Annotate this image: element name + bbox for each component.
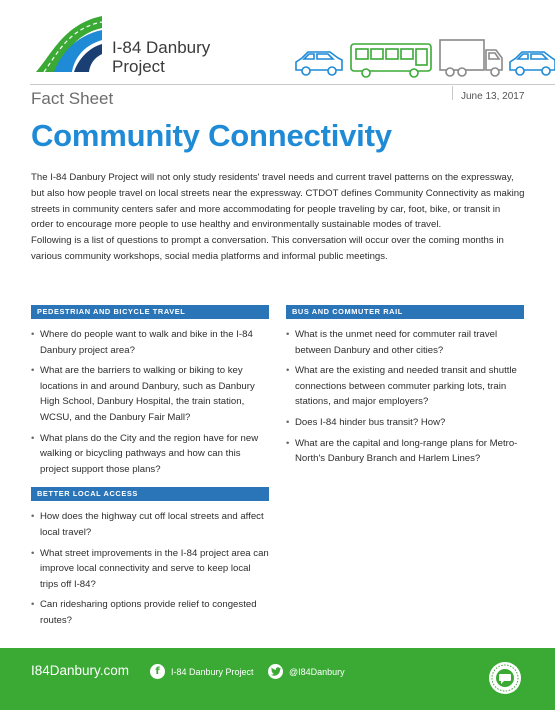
list-item: • What street improvements in the I-84 project area can improve local connectivity and serve to keep local trips off I-84? [31,546,269,593]
facebook-icon: f [150,664,165,679]
list-item: • What is the unmet need for commuter rail travel between Danbury and other cities? [286,327,524,358]
facebook-label: I-84 Danbury Project [171,666,254,677]
header-divider [30,84,555,85]
speech-bubble-badge-icon [488,661,522,695]
car-icon [296,52,342,75]
publish-date: June 13, 2017 [461,91,525,102]
local-access-questions [31,509,269,628]
section-heading-bus-rail: BUS AND COMMUTER RAIL [286,305,524,319]
intro-paragraph: The I-84 Danbury Project will not only study residents' travel needs and current travel patterns on the expressway, but also how people travel on local streets near the expressway. CTDOT defines Community Connectivity as making streets in community centers safer and more accommodating for people traveling by car, foot, bike, or transit in order to encourage more people to use healthy and environmentally sustainable modes of travel. [31,172,525,231]
list-item: • Can ridesharing options provide relief to congested routes? [31,597,269,628]
list-item: • What are the barriers to walking or biking to key locations in and around Danbury, such as Danbury High School, Danbury Hospital, the train station, WCSU, and the Danbury Fair Mall? [31,363,269,425]
twitter-icon [268,664,283,679]
brand-name: I-84 Danbury Project [112,38,211,76]
list-item: • What are the existing and needed transit and shuttle connections between commuter parking lots, train stations, and major employers? [286,363,524,410]
vehicle-icons [292,38,555,80]
right-column [286,305,524,472]
list-item: • What are the capital and long-range plans for Metro-North's Danbury Branch and Harlem Lines? [286,436,524,467]
page-title: Community Connectivity [31,118,392,153]
list-item: • What plans do the City and the region have for new walking or bicycling pathways and how can this project support those plans? [31,431,269,478]
section-heading-local-access: BETTER LOCAL ACCESS [31,487,269,501]
logo-road-icon [34,14,104,74]
facebook-link[interactable] [150,664,254,679]
list-item: • Where do people want to walk and bike in the I-84 Danbury project area? [31,327,269,358]
truck-icon [440,40,502,76]
footer [0,648,555,710]
bus-icon [351,44,431,77]
document-type: Fact Sheet [31,89,114,108]
twitter-link[interactable] [268,664,345,679]
list-item: • How does the highway cut off local streets and affect local travel? [31,509,269,540]
left-column [31,305,269,634]
website-link[interactable]: I84Danbury.com [31,663,130,678]
intro-paragraph: Following is a list of questions to prompt a conversation. This conversation will occur over the coming months in various community workshops, social media platforms and informal public meetings. [31,235,504,262]
twitter-label: @I84Danbury [289,666,345,677]
car-icon [510,52,555,75]
pedestrian-questions [31,327,269,477]
section-heading-pedestrian: PEDESTRIAN AND BICYCLE TRAVEL [31,305,269,319]
intro-text [31,170,525,265]
list-item: • Does I-84 hinder bus transit? How? [286,415,524,431]
bus-rail-questions [286,327,524,467]
date-divider [452,86,453,100]
